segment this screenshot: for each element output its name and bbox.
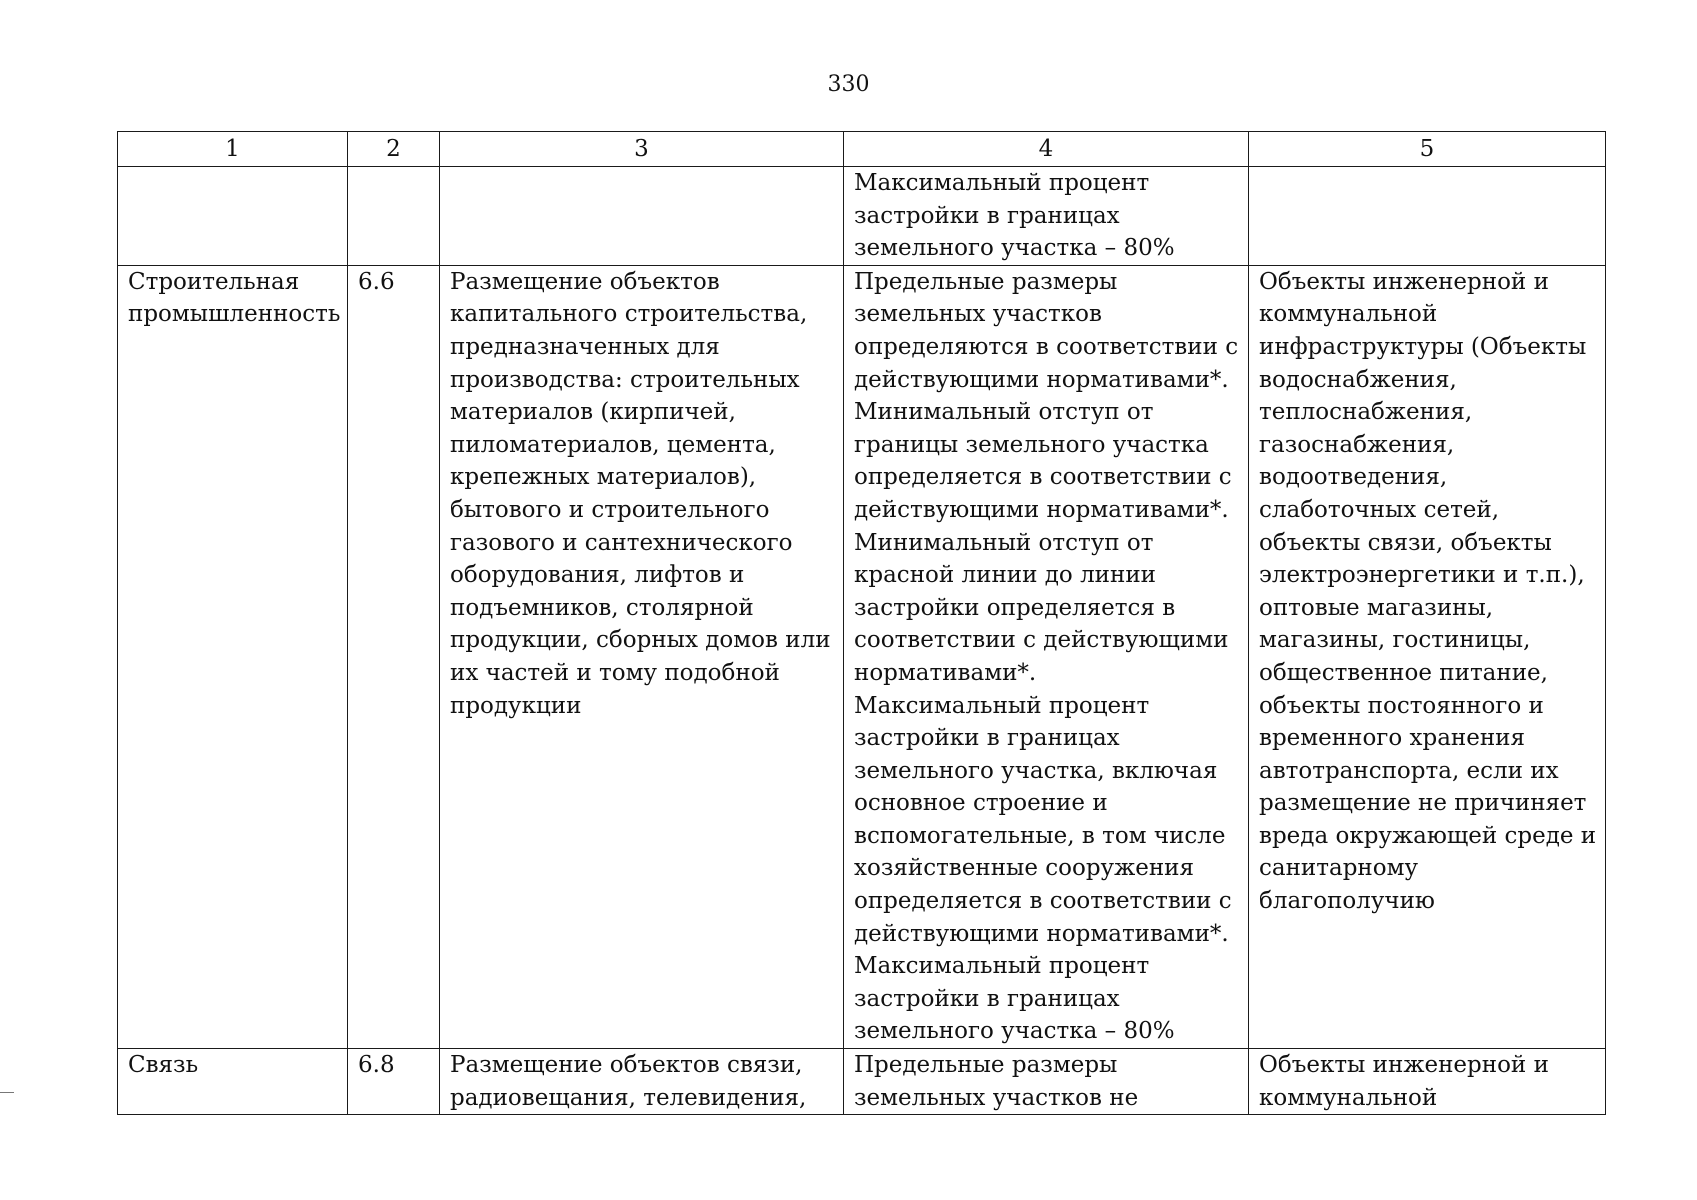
cell-auxiliary-uses (1249, 265, 1606, 1048)
cell-text-line: земельного участка – 80% (854, 1018, 1175, 1045)
zoning-table (117, 131, 1606, 1115)
cell-code (348, 1049, 440, 1115)
cell-text-line: оптовые магазины, (1259, 594, 1494, 621)
cell-text-line: продукции (450, 692, 582, 719)
cell-text-line: 6.8 (358, 1052, 395, 1079)
cell-parameters (844, 1049, 1249, 1115)
cell-text-line: объекты постоянного и (1259, 692, 1544, 719)
cell-parameters (844, 167, 1249, 266)
cell-text-line: нормативами*. (854, 659, 1037, 686)
cell-text-line: Максимальный процент (854, 953, 1150, 980)
cell-auxiliary-uses (1249, 1049, 1606, 1115)
cell-text-line: магазины, гостиницы, (1259, 627, 1531, 654)
cell-text-line: промышленность (128, 301, 341, 328)
cell-text-line: газоснабжения, (1259, 431, 1455, 458)
column-header-4: 4 (844, 132, 1249, 167)
cell-text-line: размещение не причиняет (1259, 790, 1587, 817)
cell-text-line: застройки в границах (854, 202, 1120, 229)
table-row (118, 1049, 1606, 1115)
column-header-2: 2 (348, 132, 440, 167)
cell-text-line: действующими нормативами*. (854, 920, 1229, 947)
cell-text-line: Объекты инженерной и (1259, 1052, 1549, 1079)
cell-description (440, 167, 844, 266)
cell-code (348, 167, 440, 266)
cell-text-line: земельных участков не (854, 1084, 1139, 1111)
column-header-1: 1 (118, 132, 348, 167)
cell-text-line: действующими нормативами*. (854, 366, 1229, 393)
cell-text-line: инфраструктуры (Объекты (1259, 333, 1587, 360)
cell-text-line: предназначенных для (450, 333, 720, 360)
page-number: 330 (827, 72, 870, 97)
cell-activity-name (118, 1049, 348, 1115)
cell-text-line: вспомогательные, в том числе (854, 822, 1226, 849)
cell-text-line: Минимальный отступ от (854, 529, 1154, 556)
cell-text-line: их частей и тому подобной (450, 659, 780, 686)
cell-text-line: определяются в соответствии с (854, 333, 1239, 360)
cell-text-line: коммунальной (1259, 301, 1438, 328)
header-row (118, 132, 1606, 167)
cell-text-line: Строительная (128, 268, 300, 295)
cell-text-line: пиломатериалов, цемента, (450, 431, 776, 458)
cell-text-line: вреда окружающей среде и (1259, 822, 1597, 849)
cell-text-line: объекты связи, объекты (1259, 529, 1552, 556)
cell-auxiliary-uses (1249, 167, 1606, 266)
table-row (118, 265, 1606, 1048)
cell-text-line: бытового и строительного (450, 496, 770, 523)
cell-text-line: Объекты инженерной и (1259, 268, 1549, 295)
cell-text-line: Максимальный процент (854, 170, 1150, 196)
cell-text-line: земельного участка, включая (854, 757, 1218, 784)
cell-parameters (844, 265, 1249, 1048)
cell-text-line: определяется в соответствии с (854, 888, 1232, 915)
cell-text-line: санитарному (1259, 855, 1419, 882)
cell-text-line: капитального строительства, (450, 301, 808, 328)
cell-text-line: основное строение и (854, 790, 1108, 817)
cell-text-line: слаботочных сетей, (1259, 496, 1500, 523)
cell-text-line: водоснабжения, (1259, 366, 1457, 393)
cell-text-line: благополучию (1259, 888, 1435, 915)
cell-text-line: застройки в границах (854, 985, 1120, 1012)
cell-text-line: Предельные размеры (854, 1052, 1118, 1079)
cell-text-line: оборудования, лифтов и (450, 562, 745, 589)
cell-text-line: Максимальный процент (854, 692, 1150, 719)
margin-mark (0, 1092, 14, 1093)
cell-text-line: застройки определяется в (854, 594, 1176, 621)
cell-text-line: производства: строительных (450, 366, 800, 393)
cell-text-line: Размещение объектов (450, 268, 720, 295)
cell-text-line: радиовещания, телевидения, (450, 1084, 807, 1111)
table-row (118, 167, 1606, 266)
cell-text-line: земельных участков (854, 301, 1102, 328)
cell-text-line: коммунальной (1259, 1084, 1438, 1111)
cell-text-line: водоотведения, (1259, 464, 1448, 491)
cell-activity-name (118, 167, 348, 266)
cell-text-line: Связь (128, 1052, 199, 1079)
cell-description (440, 1049, 844, 1115)
cell-text-line: подъемников, столярной (450, 594, 754, 621)
cell-text-line: общественное питание, (1259, 659, 1548, 686)
cell-text-line: Предельные размеры (854, 268, 1118, 295)
cell-text-line: теплоснабжения, (1259, 399, 1473, 426)
cell-text-line: электроэнергетики и т.п.), (1259, 562, 1585, 589)
cell-text-line: земельного участка – 80% (854, 235, 1175, 262)
cell-text-line: временного хранения (1259, 725, 1526, 752)
cell-text-line: крепежных материалов), (450, 464, 757, 491)
column-header-5: 5 (1249, 132, 1606, 167)
cell-activity-name (118, 265, 348, 1048)
cell-code (348, 265, 440, 1048)
cell-text-line: застройки в границах (854, 725, 1120, 752)
cell-description (440, 265, 844, 1048)
cell-text-line: соответствии с действующими (854, 627, 1229, 654)
cell-text-line: 6.6 (358, 268, 395, 295)
cell-text-line: хозяйственные сооружения (854, 855, 1195, 882)
cell-text-line: газового и сантехнического (450, 529, 793, 556)
column-header-3: 3 (440, 132, 844, 167)
cell-text-line: Минимальный отступ от (854, 399, 1154, 426)
cell-text-line: действующими нормативами*. (854, 496, 1229, 523)
cell-text-line: материалов (кирпичей, (450, 399, 736, 426)
cell-text-line: границы земельного участка (854, 431, 1209, 458)
cell-text-line: автотранспорта, если их (1259, 757, 1559, 784)
cell-text-line: Размещение объектов связи, (450, 1052, 803, 1079)
cell-text-line: определяется в соответствии с (854, 464, 1232, 491)
cell-text-line: красной линии до линии (854, 562, 1156, 589)
cell-text-line: продукции, сборных домов или (450, 627, 831, 654)
